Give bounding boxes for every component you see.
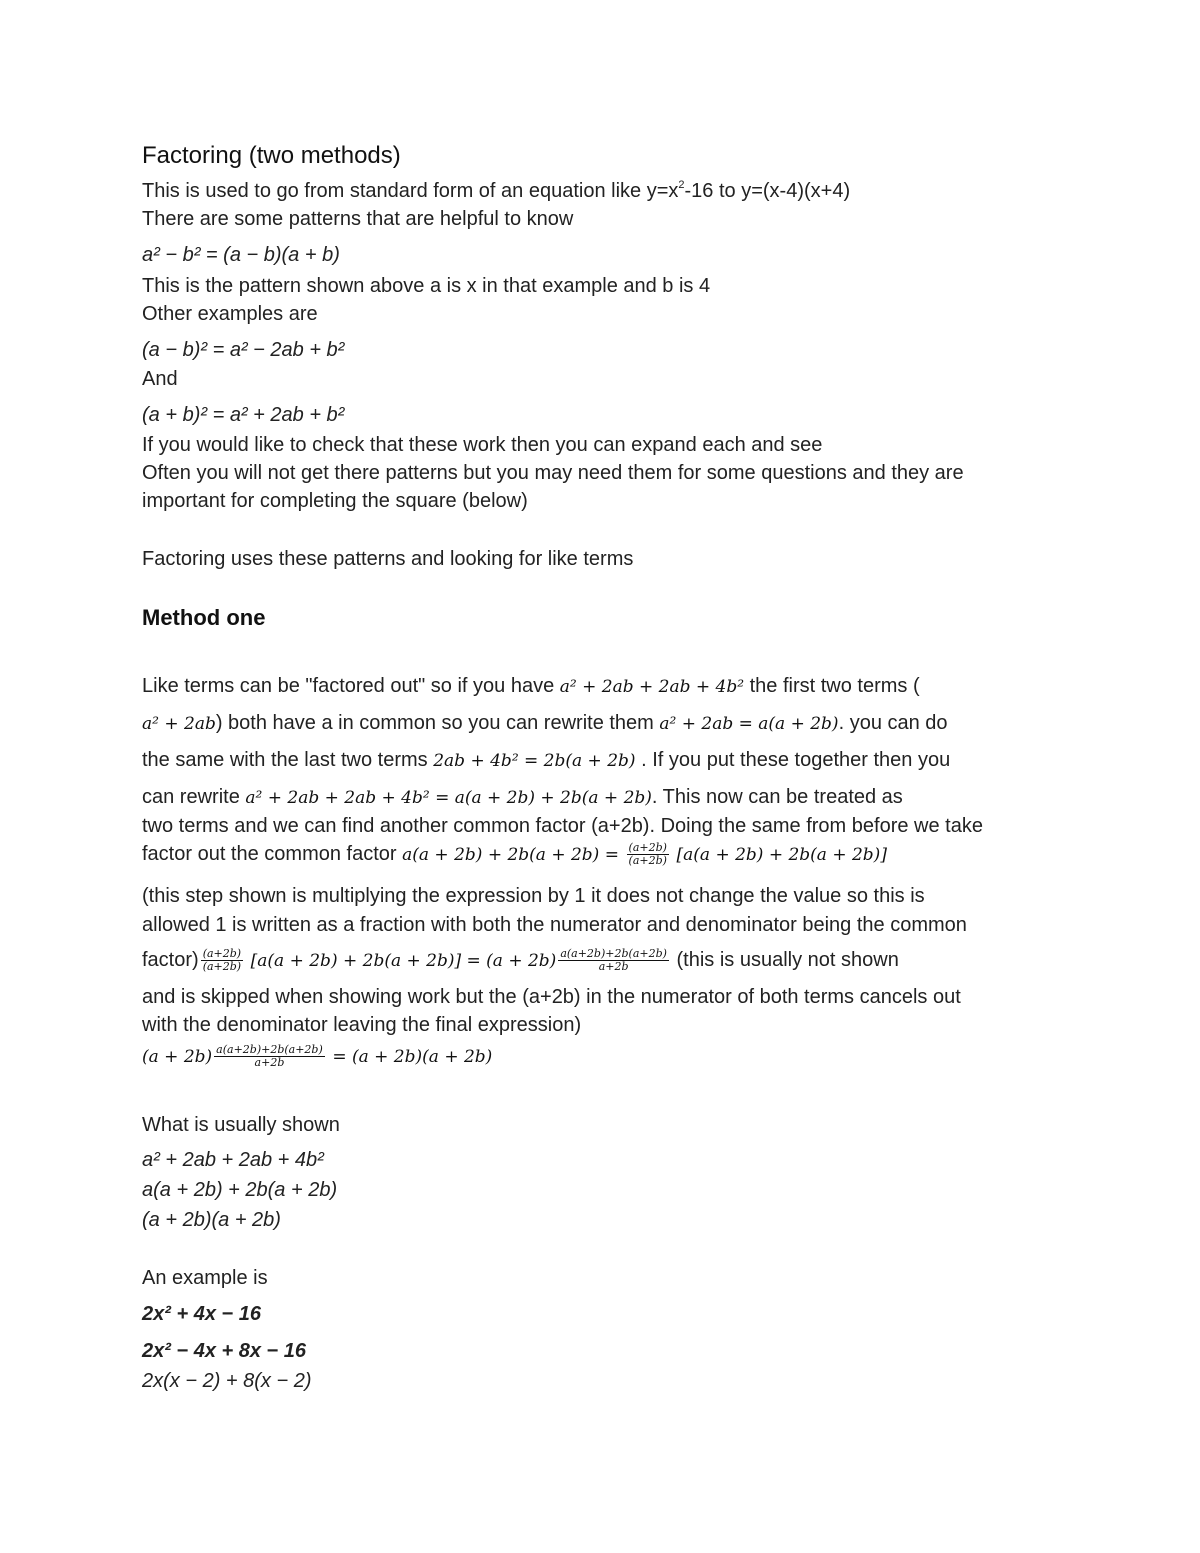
method-one-line-12	[142, 1044, 492, 1069]
text: the first two terms (	[744, 675, 920, 697]
text: . This now can be treated as	[651, 786, 903, 808]
fraction	[214, 1044, 325, 1069]
inline-math: 2ab + 4b² = 2b(a + 2b)	[433, 751, 636, 771]
fraction-numerator: (a+2b)	[202, 947, 242, 961]
intro-line-6: If you would like to check that these work then you can expand each and see	[142, 434, 823, 456]
text: ) both have a in common so you can rewrite them	[215, 712, 660, 734]
inline-math: a² + 2ab = a(a + 2b)	[659, 714, 839, 734]
text: . you can do	[838, 712, 948, 734]
example-step-3: 2x(x − 2) + 8(x − 2)	[142, 1370, 312, 1392]
fraction	[627, 842, 669, 867]
text: This is used to go from standard form of an equation like y=x	[142, 180, 679, 202]
equation-square-plus: (a + b)² = a² + 2ab + b²	[142, 404, 345, 426]
inline-math: (a + 2b)	[142, 1047, 213, 1067]
equation-square-minus: (a − b)² = a² − 2ab + b²	[142, 339, 345, 361]
text: -16 to y=(x-4)(x+4)	[684, 180, 851, 202]
text: . If you put these together then you	[635, 749, 951, 771]
fraction	[558, 948, 669, 973]
method-one-heading: Method one	[142, 605, 266, 630]
inline-math: a² + 2ab	[142, 714, 216, 734]
text: (this is usually not shown	[670, 949, 899, 971]
method-one-line-9	[142, 948, 899, 973]
fraction-numerator: a(a+2b)+2b(a+2b)	[216, 1043, 323, 1057]
fraction-denominator: a+2b	[254, 1056, 285, 1070]
page-title: Factoring (two methods)	[142, 142, 401, 169]
text: Like terms can be "factored out" so if you have	[142, 675, 560, 697]
fraction-denominator: a+2b	[598, 960, 629, 974]
inline-math: a² + 2ab + 2ab + 4b²	[559, 677, 745, 697]
inline-math: [a(a + 2b) + 2b(a + 2b)]	[676, 845, 887, 865]
usually-shown-step-3: (a + 2b)(a + 2b)	[142, 1209, 281, 1231]
intro-line-9: Factoring uses these patterns and looking for like terms	[142, 548, 634, 570]
intro-line-1	[142, 179, 850, 203]
usually-shown-step-2: a(a + 2b) + 2b(a + 2b)	[142, 1179, 338, 1201]
method-one-line-3	[142, 748, 950, 773]
example-label: An example is	[142, 1267, 268, 1289]
method-one-line-11: with the denominator leaving the final expression)	[142, 1014, 582, 1036]
fraction-numerator: (a+2b)	[628, 841, 667, 855]
intro-line-2: There are some patterns that are helpful to know	[142, 208, 574, 230]
inline-math: a² + 2ab + 2ab + 4b² = a(a + 2b) + 2b(a + 2b)	[245, 788, 652, 808]
equation-difference-of-squares: a² − b² = (a − b)(a + b)	[142, 244, 340, 266]
intro-line-5: And	[142, 368, 178, 390]
intro-line-8: important for completing the square (below)	[142, 490, 528, 512]
method-one-line-10: and is skipped when showing work but the (a+2b) in the numerator of both terms cancels out	[142, 986, 961, 1008]
text: factor out the common factor	[142, 843, 403, 865]
method-one-line-1	[142, 674, 920, 699]
inline-math: a(a + 2b) + 2b(a + 2b) =	[402, 845, 619, 865]
intro-line-4: Other examples are	[142, 303, 318, 325]
method-one-line-5: two terms and we can find another common factor (a+2b). Doing the same from before we take	[142, 815, 983, 837]
fraction-denominator: (a+2b)	[202, 960, 242, 974]
example-step-1: 2x² + 4x − 16	[142, 1303, 261, 1325]
usually-shown-step-1: a² + 2ab + 2ab + 4b²	[142, 1149, 324, 1171]
method-one-line-6	[142, 842, 887, 867]
fraction-numerator: a(a+2b)+2b(a+2b)	[560, 947, 667, 961]
text: factor)	[142, 949, 199, 971]
superscript: 2	[678, 179, 685, 191]
method-one-line-2	[142, 711, 948, 736]
usually-shown-label: What is usually shown	[142, 1114, 340, 1136]
inline-math: [a(a + 2b) + 2b(a + 2b)] = (a + 2b)	[250, 951, 557, 971]
method-one-line-4	[142, 785, 903, 810]
text: the same with the last two terms	[142, 749, 434, 771]
fraction-denominator: (a+2b)	[628, 854, 667, 868]
fraction	[201, 948, 243, 973]
inline-math: = (a + 2b)(a + 2b)	[332, 1047, 493, 1067]
method-one-line-7: (this step shown is multiplying the expression by 1 it does not change the value so this is	[142, 885, 925, 907]
example-step-2: 2x² − 4x + 8x − 16	[142, 1340, 307, 1362]
intro-line-3: This is the pattern shown above a is x in that example and b is 4	[142, 275, 711, 297]
method-one-line-8: allowed 1 is written as a fraction with both the numerator and denominator being the common	[142, 914, 967, 936]
text: can rewrite	[142, 786, 246, 808]
intro-line-7: Often you will not get there patterns but you may need them for some questions and they are	[142, 462, 964, 484]
